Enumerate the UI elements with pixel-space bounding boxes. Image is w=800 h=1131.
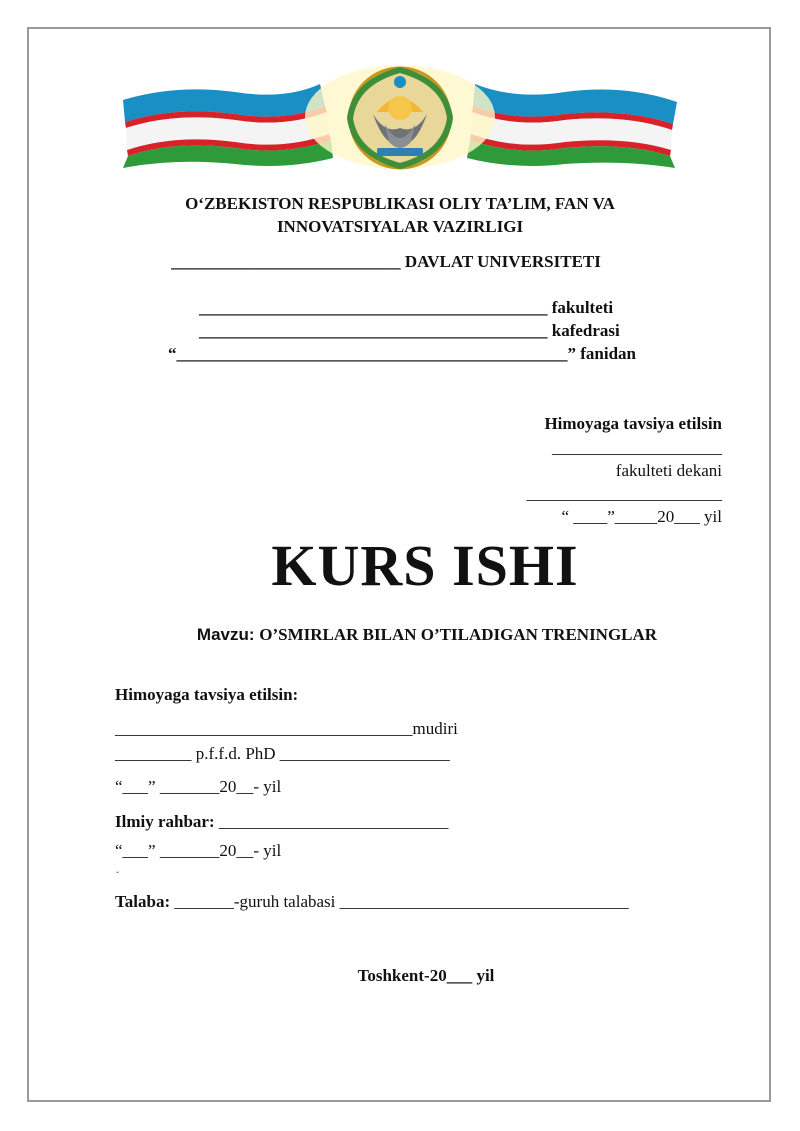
state-emblem-with-flags-icon bbox=[115, 62, 685, 170]
footer-city-year: Toshkent-20___ yil bbox=[357, 966, 495, 985]
defense-heading: Himoyaga tavsiya etilsin: bbox=[115, 685, 299, 704]
document-title: KURS ISHI bbox=[271, 533, 579, 598]
ministry-line-2: INNOVATSIYALAR VAZIRLIGI bbox=[276, 217, 524, 236]
dean-sign-line: _______________________ bbox=[526, 484, 722, 503]
topic-label: Mavzu: bbox=[196, 625, 260, 644]
advisor-line bbox=[115, 812, 448, 832]
ministry-line-1: O‘ZBEKISTON RESPUBLIKASI OLIY TA’LIM, FAN VA bbox=[185, 194, 615, 213]
degree-line: _________ p.f.f.d. PhD ____________________ bbox=[115, 744, 450, 763]
date-line-1: “___” _______20__- yil bbox=[115, 777, 282, 796]
approval-date-line: “ ____”_____20___ yil bbox=[561, 507, 722, 526]
date-line-2: “___” _______20__- yil bbox=[115, 841, 282, 860]
faculty-line: _________________________________________ fakulteti bbox=[199, 298, 614, 317]
advisor-signature: ___________________________ bbox=[218, 812, 449, 831]
advisor-label: Ilmiy rahbar: bbox=[115, 812, 219, 831]
student-label: Talaba: bbox=[115, 892, 175, 911]
student-signature: _______-guruh talabasi __________________________________ bbox=[174, 892, 629, 911]
left-flag-icon bbox=[123, 84, 333, 168]
head-line: ___________________________________mudiri bbox=[115, 719, 458, 738]
small-mark: ˇ bbox=[116, 870, 119, 880]
approval-signature-line: ____________________ bbox=[552, 438, 722, 457]
right-flag-icon bbox=[467, 84, 677, 168]
emblem-seal-icon bbox=[350, 68, 450, 168]
dean-label: fakulteti dekani bbox=[615, 461, 722, 480]
subject-line: “______________________________________________” fanidan bbox=[168, 344, 636, 363]
student-line bbox=[115, 892, 629, 912]
topic-value: O’SMIRLAR BILAN O’TILADIGAN TRENINGLAR bbox=[259, 625, 658, 644]
university-line: ___________________________ DAVLAT UNIVERSITETI bbox=[171, 252, 601, 271]
department-line: _________________________________________ kafedrasi bbox=[199, 321, 620, 340]
approval-heading: Himoyaga tavsiya etilsin bbox=[544, 414, 722, 433]
topic-line bbox=[27, 625, 800, 645]
